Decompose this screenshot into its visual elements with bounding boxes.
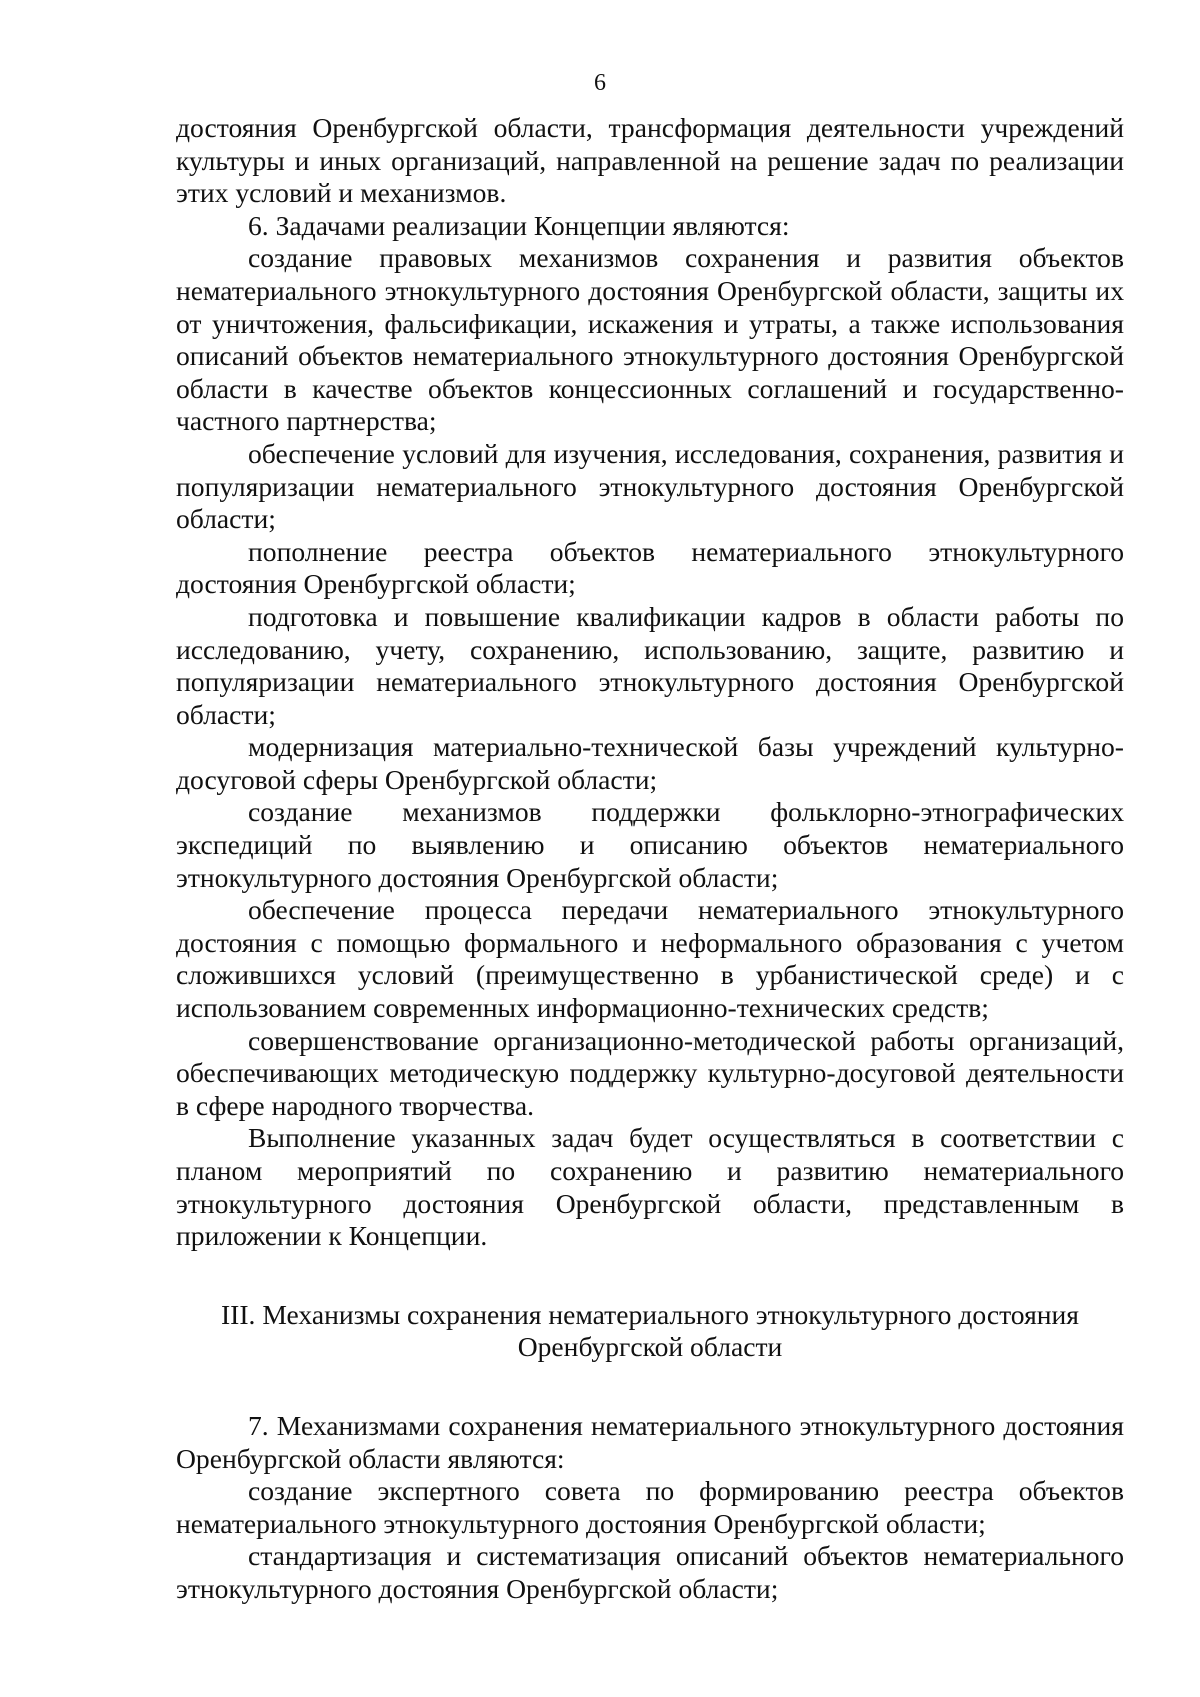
paragraph-mechanism: создание экспертного совета по формированию реестра объектов нематериального этнокультурного достояния Оренбургской области; — [176, 1475, 1124, 1539]
paragraph-mechanism: стандартизация и систематизация описаний объектов нематериального этнокультурного достояния Оренбургской области; — [176, 1540, 1124, 1604]
section-heading — [176, 1299, 1124, 1364]
page-number: 6 — [594, 70, 606, 96]
paragraph-task: создание механизмов поддержки фольклорно-этнографических экспедиций по выявлению и описанию объектов нематериального этнокультурного достояния Оренбургской области; — [176, 796, 1124, 893]
paragraph-continuation: достояния Оренбургской области, трансформация деятельности учреждений культуры и иных организаций, направленной на решение задач по реализации этих условий и механизмов. — [176, 112, 1124, 209]
section-heading-line: III. Механизмы сохранения нематериального этнокультурного достояния — [220, 1298, 1079, 1330]
paragraph-task: обеспечение условий для изучения, исследования, сохранения, развития и популяризации нематериального этнокультурного достояния Оренбургской области; — [176, 437, 1124, 535]
paragraph-task: создание правовых механизмов сохранения и развития объектов нематериального этнокультурного достояния Оренбургской области, защиты их от уничтожения, фальсификации, искажения и утраты, а также использования описаний объектов нематериального этнокультурного достояния Оренбургской области в качестве объектов концессионных соглашений и государственно-частного партнерства; — [176, 242, 1124, 437]
document-body — [176, 112, 1124, 1606]
paragraph-task: совершенствование организационно-методической работы организаций, обеспечивающих методическую поддержку культурно-досуговой деятельности в сфере народного творчества. — [176, 1024, 1124, 1121]
section-heading-line: Оренбургской области — [517, 1331, 783, 1363]
paragraph-task: обеспечение процесса передачи нематериального этнокультурного достояния с помощью формального и неформального образования с учетом сложившихся условий (преимущественно в урбанистической среде) и с использованием современных информационно-технических средств; — [176, 894, 1124, 1024]
paragraph-task: подготовка и повышение квалификации кадров в области работы по исследованию, учету, сохранению, использованию, защите, развитию и популяризации нематериального этнокультурного достояния Оренбургской области; — [176, 600, 1124, 730]
paragraph-task: модернизация материально-технической базы учреждений культурно-досуговой сферы Оренбургской области; — [176, 731, 1124, 795]
paragraph-item-7: 7. Механизмами сохранения нематериального этнокультурного достояния Оренбургской области являются: — [176, 1409, 1124, 1474]
paragraph-conclusion: Выполнение указанных задач будет осуществляться в соответствии с планом мероприятий по сохранению и развитию нематериального этнокультурного достояния Оренбургской области, представленным в приложении к Концепции. — [176, 1122, 1124, 1252]
paragraph-task: пополнение реестра объектов нематериального этнокультурного достояния Оренбургской области; — [176, 535, 1124, 600]
paragraph-item-6: 6. Задачами реализации Концепции являются: — [248, 209, 790, 241]
